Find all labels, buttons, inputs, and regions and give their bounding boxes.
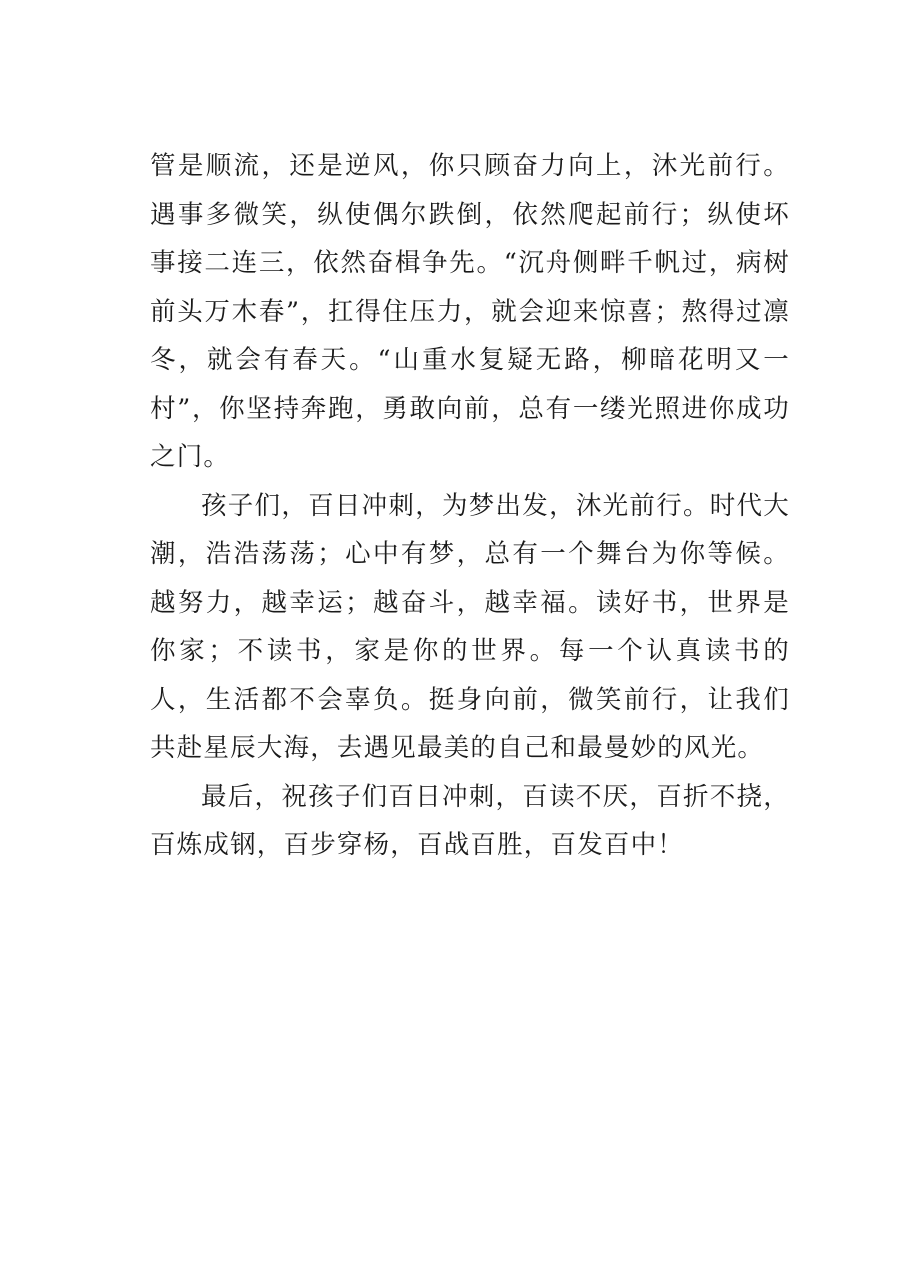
paragraph-1: 管是顺流，还是逆风，你只顾奋力向上，沐光前行。遇事多微笑，纵使偶尔跌倒，依然爬起前行；纵使坏事接二连三，依然奋楫争先。“沉舟侧畔千帆过，病树前头万木春”，扛得住压力，就会迎来惊喜；熬得过凛冬，就会有春天。“山重水复疑无路，柳暗花明又一村”，你坚持奔跑，勇敢向前，总有一缕光照进你成功之门。 [150, 151, 790, 472]
paragraph-2: 孩子们，百日冲刺，为梦出发，沐光前行。时代大潮，浩浩荡荡；心中有梦，总有一个舞台为你等候。越努力，越幸运；越奋斗，越幸福。读好书，世界是你家；不读书，家是你的世界。每一个认真读书的人，生活都不会辜负。挺身向前，微笑前行，让我们共赴星辰大海，去遇见最美的自己和最曼妙的风光。 [150, 490, 790, 763]
document-body [150, 142, 790, 870]
paragraph-3: 最后，祝孩子们百日冲刺，百读不厌，百折不挠，百炼成钢，百步穿杨，百战百胜，百发百中！ [150, 781, 790, 860]
